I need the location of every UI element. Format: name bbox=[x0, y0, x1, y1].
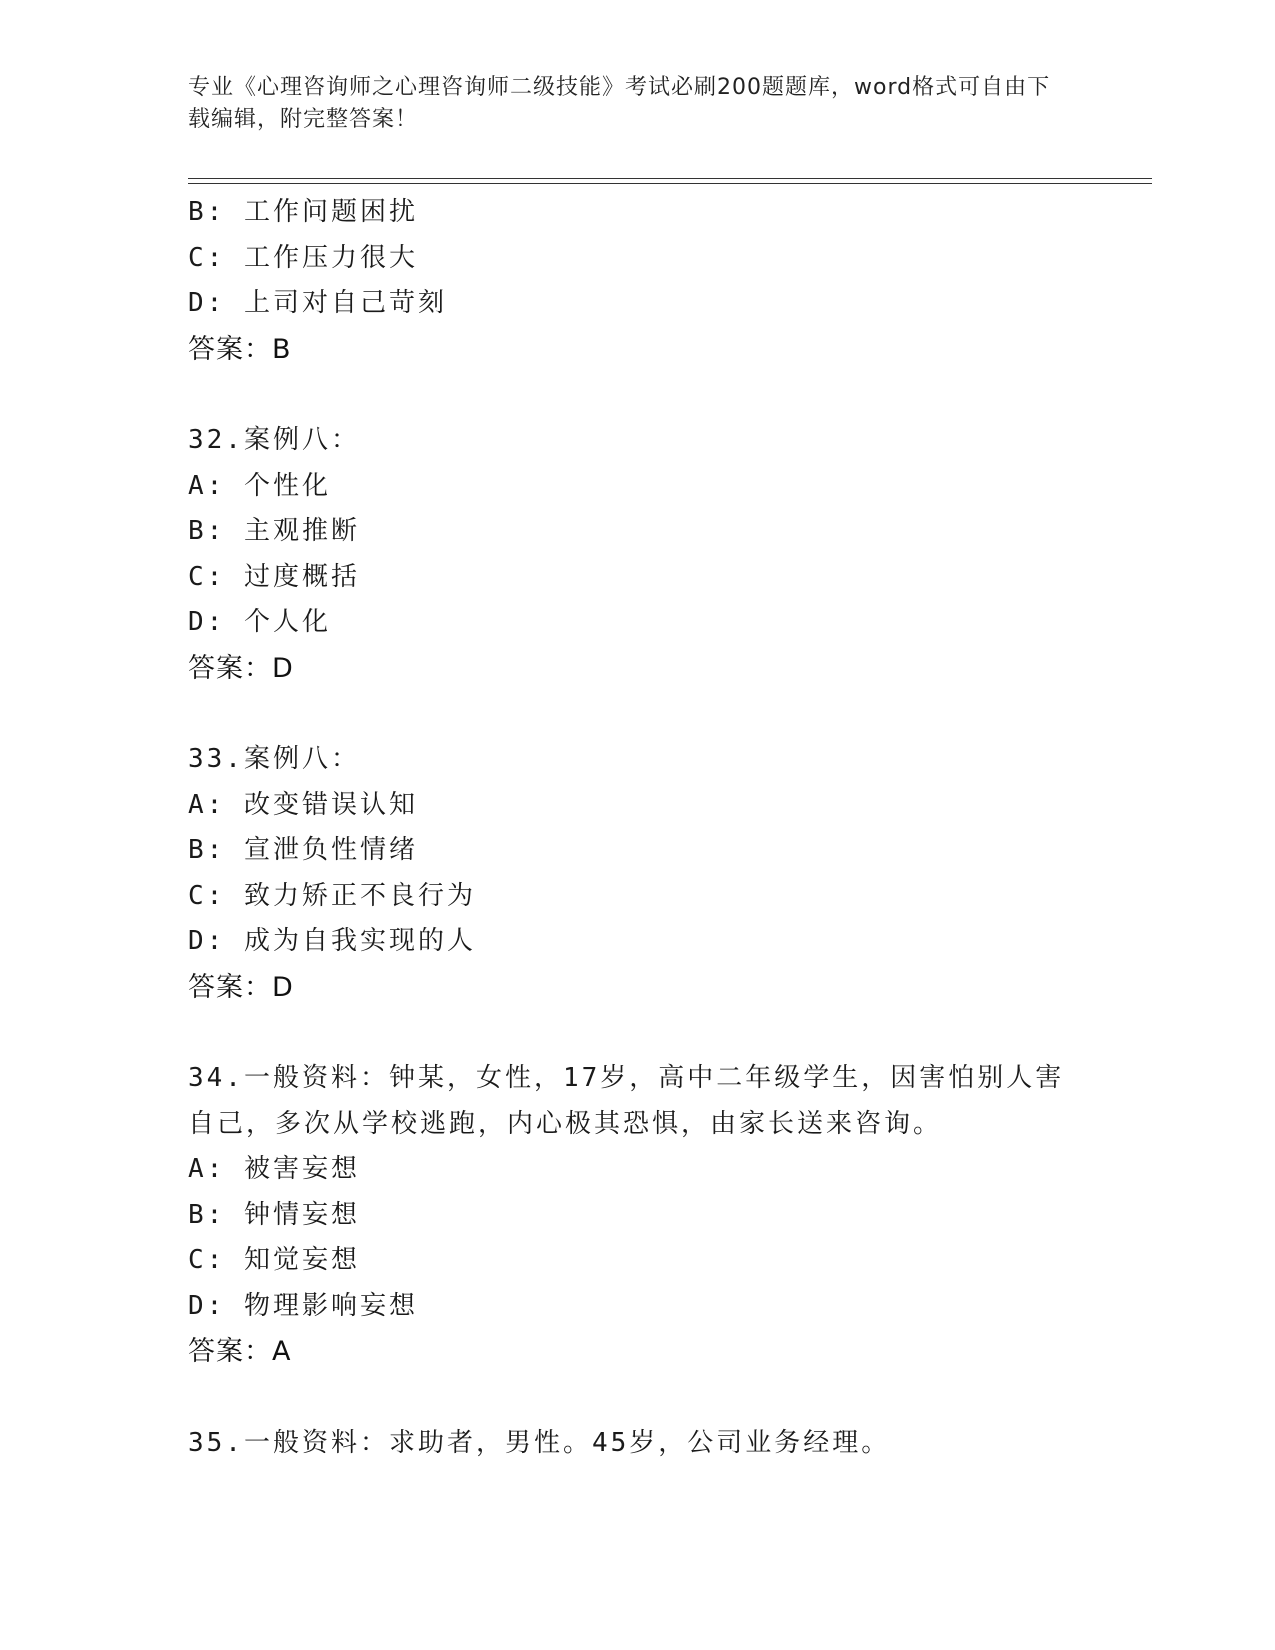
answer-label: 答案：A bbox=[188, 1336, 292, 1367]
option-c: C: 致力矫正不良行为 bbox=[188, 880, 476, 911]
option-a: A: 改变错误认知 bbox=[188, 789, 418, 820]
question-content bbox=[188, 190, 1088, 1466]
spacer bbox=[188, 1375, 1088, 1421]
option-b: B: 宣泄负性情绪 bbox=[188, 835, 418, 865]
spacer bbox=[188, 372, 1088, 418]
spacer bbox=[188, 1010, 1088, 1056]
question-block-32 bbox=[188, 418, 1088, 691]
question-block-31 bbox=[188, 190, 1088, 372]
question-text: 35.一般资料：求助者，男性。45岁，公司业务经理。 bbox=[188, 1427, 891, 1458]
option-c: C: 过度概括 bbox=[188, 561, 360, 592]
answer-label: 答案：B bbox=[188, 333, 292, 365]
option-c: C: 知觉妄想 bbox=[188, 1245, 360, 1275]
option-d: D: 上司对自己苛刻 bbox=[188, 288, 447, 318]
option-d: D: 个人化 bbox=[188, 607, 331, 637]
question-text: 34.一般资料：钟某，女性，17岁，高中二年级学生，因害怕别人害自己，多次从学校逃跑，内心极其恐惧，由家长送来咨询。 bbox=[188, 1063, 1065, 1139]
option-b: B: 钟情妄想 bbox=[188, 1199, 360, 1230]
option-b: B: 主观推断 bbox=[188, 516, 360, 546]
document-header: 专业《心理咨询师之心理咨询师二级技能》考试必刷200题题库，word格式可自由下载编辑，附完整答案！ bbox=[188, 75, 1051, 132]
question-text: 33.案例八： bbox=[188, 744, 360, 774]
option-d: D: 成为自我实现的人 bbox=[188, 926, 476, 956]
question-block-33 bbox=[188, 737, 1088, 1010]
answer-label: 答案：D bbox=[188, 652, 294, 684]
option-d: D: 物理影响妄想 bbox=[188, 1290, 418, 1321]
header-rule-top bbox=[188, 178, 1152, 179]
question-block-35 bbox=[188, 1421, 1088, 1467]
option-b: B: 工作问题困扰 bbox=[188, 197, 418, 227]
question-block-34 bbox=[188, 1056, 1088, 1375]
spacer bbox=[188, 691, 1088, 737]
answer-label: 答案：D bbox=[188, 971, 294, 1003]
header-rule-bottom bbox=[188, 183, 1152, 184]
option-a: A: 个性化 bbox=[188, 470, 331, 501]
option-a: A: 被害妄想 bbox=[188, 1154, 360, 1184]
option-c: C: 工作压力很大 bbox=[188, 242, 418, 273]
question-text: 32.案例八： bbox=[188, 425, 360, 455]
